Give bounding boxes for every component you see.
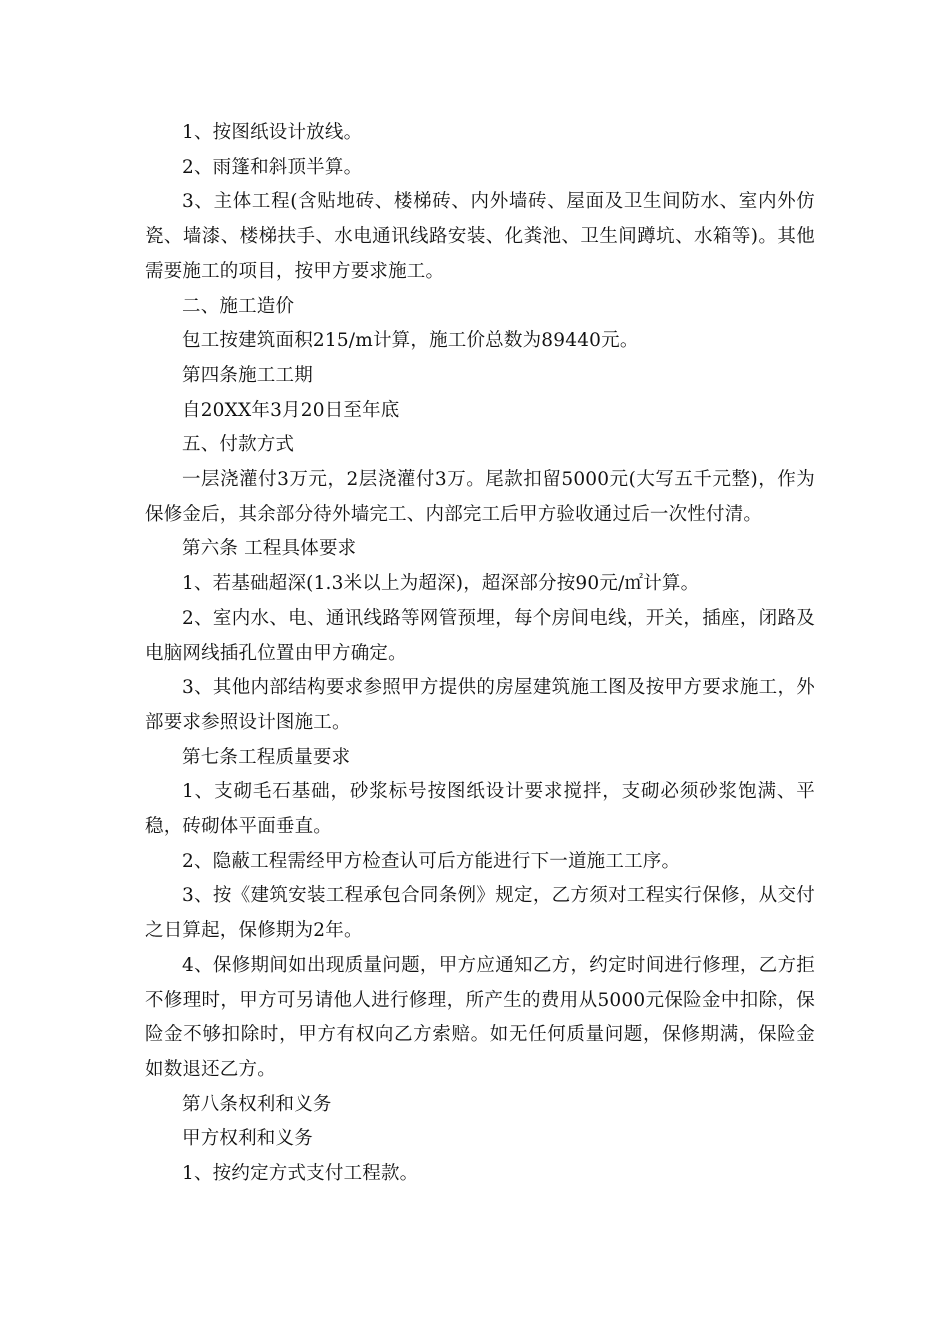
paragraph-12: 2、室内水、电、通讯线路等网管预埋，每个房间电线，开关，插座，闭路及电脑网线插孔位置由甲方确定。 — [145, 607, 815, 664]
document-body — [145, 116, 815, 1192]
paragraph-3: 3、主体工程(含贴地砖、楼梯砖、内外墙砖、屋面及卫生间防水、室内外仿瓷、墙漆、楼梯扶手、水电通讯线路安装、化粪池、卫生间蹲坑、水箱等)。其他需要施工的项目，按甲方要求施工。 — [145, 191, 815, 282]
paragraph-15: 1、支砌毛石基础，砂浆标号按图纸设计要求搅拌，支砌必须砂浆饱满、平稳，砖砌体平面垂直。 — [145, 781, 815, 838]
paragraph-5: 包工按建筑面积215/m计算，施工价总数为89440元。 — [182, 330, 639, 352]
paragraph-17: 3、按《建筑安装工程承包合同条例》规定，乙方须对工程实行保修，从交付之日算起，保修期为2年。 — [145, 885, 815, 942]
section-heading-cost: 二、施工造价 — [182, 295, 295, 317]
paragraph-11: 1、若基础超深(1.3米以上为超深)，超深部分按90元/㎡计算。 — [182, 573, 700, 595]
paragraph-16: 2、隐蔽工程需经甲方检查认可后方能进行下一道施工工序。 — [182, 850, 681, 872]
section-heading-payment: 五、付款方式 — [182, 434, 295, 456]
paragraph-18: 4、保修期间如出现质量问题，甲方应通知乙方，约定时间进行修理，乙方拒不修理时，甲方可另请他人进行修理，所产生的费用从5000元保险金中扣除，保险金不够扣除时，甲方有权向乙方索赔。如无任何质量问题，保修期满，保险金如数退还乙方。 — [145, 954, 815, 1080]
section-heading-schedule: 第四条施工工期 — [182, 364, 313, 386]
paragraph-9: 一层浇灌付3万元，2层浇灌付3万。尾款扣留5000元(大写五千元整)，作为保修金后，其余部分待外墙完工、内部完工后甲方验收通过后一次性付清。 — [145, 469, 815, 525]
paragraph-1: 1、按图纸设计放线。 — [182, 122, 363, 143]
paragraph-2: 2、雨篷和斜顶半算。 — [182, 156, 363, 178]
section-heading-rights: 第八条权利和义务 — [182, 1093, 332, 1115]
section-heading-quality: 第七条工程质量要求 — [182, 746, 351, 768]
paragraph-21: 1、按约定方式支付工程款。 — [182, 1163, 419, 1185]
subheading-party-a: 甲方权利和义务 — [182, 1128, 313, 1150]
section-heading-requirements: 第六条 工程具体要求 — [182, 538, 357, 560]
paragraph-7: 自20XX年3月20日至年底 — [182, 399, 400, 421]
paragraph-13: 3、其他内部结构要求参照甲方提供的房屋建筑施工图及按甲方要求施工，外部要求参照设计图施工。 — [145, 677, 815, 733]
